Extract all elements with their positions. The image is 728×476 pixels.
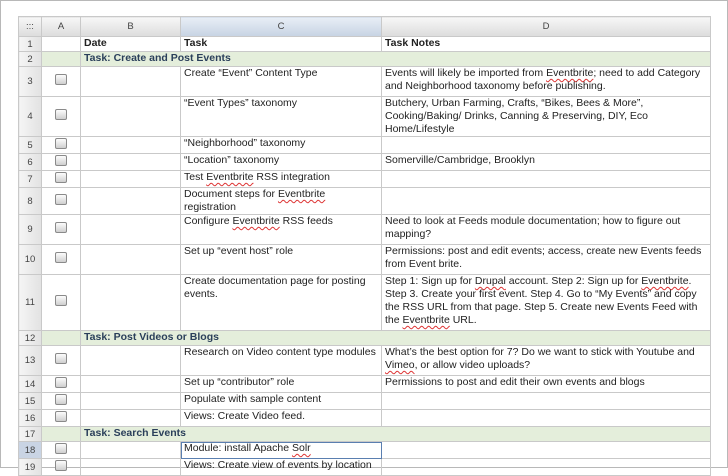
- row-number[interactable]: 15: [19, 393, 42, 410]
- date-cell[interactable]: [81, 137, 181, 154]
- row-number[interactable]: 5: [19, 137, 42, 154]
- row-number[interactable]: 10: [19, 245, 42, 275]
- cell[interactable]: [42, 52, 81, 67]
- checkbox-icon[interactable]: [55, 138, 67, 149]
- row-number[interactable]: 7: [19, 171, 42, 188]
- date-cell[interactable]: [81, 393, 181, 410]
- column-header-a[interactable]: A: [42, 17, 81, 37]
- table-row: [19, 215, 711, 245]
- cell[interactable]: [42, 154, 81, 171]
- row-number[interactable]: 18: [19, 442, 42, 459]
- notes-cell[interactable]: [382, 459, 711, 476]
- checkbox-icon[interactable]: [55, 222, 67, 233]
- notes-text: account. Step 2: Sign up for: [505, 275, 642, 287]
- row-number[interactable]: 4: [19, 97, 42, 137]
- notes-cell[interactable]: [382, 137, 711, 154]
- notes-text: Eventbrite: [402, 314, 450, 326]
- notes-cell[interactable]: [382, 67, 711, 97]
- header-task-notes[interactable]: Task Notes: [382, 37, 711, 52]
- task-text: Eventbrite: [232, 215, 280, 227]
- task-text: registration: [184, 201, 236, 213]
- notes-cell[interactable]: [382, 442, 711, 459]
- table-row: [19, 459, 711, 476]
- task-cell[interactable]: Create “Event” Content Type: [181, 67, 382, 97]
- checkbox-icon[interactable]: [55, 377, 67, 388]
- table-row: [19, 171, 711, 188]
- table-row: [19, 393, 711, 410]
- notes-text: Eventbrite: [641, 275, 689, 287]
- section-title[interactable]: Task: Post Videos or Blogs: [81, 331, 711, 346]
- row-number[interactable]: 2: [19, 52, 42, 67]
- task-text: Eventbrite: [206, 171, 254, 183]
- task-text: Solr: [291, 442, 311, 454]
- cell[interactable]: [42, 410, 81, 427]
- column-header-c[interactable]: C: [181, 17, 382, 37]
- date-cell[interactable]: [81, 442, 181, 459]
- checkbox-icon[interactable]: [55, 411, 67, 422]
- task-cell[interactable]: Set up “event host” role: [181, 245, 382, 275]
- row-number[interactable]: 16: [19, 410, 42, 427]
- table-row: [19, 245, 711, 275]
- task-cell[interactable]: Create documentation page for posting events.: [181, 275, 382, 331]
- table-row: [19, 137, 711, 154]
- notes-cell[interactable]: [382, 393, 711, 410]
- task-text: RSS integration: [253, 171, 330, 183]
- checkbox-icon[interactable]: [55, 172, 67, 183]
- checkbox-icon[interactable]: [55, 155, 67, 166]
- checkbox-icon[interactable]: [55, 295, 67, 306]
- row-number[interactable]: 6: [19, 154, 42, 171]
- checkbox-icon[interactable]: [55, 74, 67, 85]
- date-cell[interactable]: [81, 459, 181, 476]
- table-row: [19, 188, 711, 215]
- checkbox-icon[interactable]: [55, 109, 67, 120]
- table-row: [19, 376, 711, 393]
- cell[interactable]: [42, 171, 81, 188]
- notes-cell[interactable]: [382, 346, 711, 376]
- table-row: [19, 275, 711, 331]
- task-cell[interactable]: [181, 188, 382, 215]
- date-cell[interactable]: [81, 376, 181, 393]
- task-cell[interactable]: Populate with sample content: [181, 393, 382, 410]
- notes-text: What’s the best option for 7? Do we want to stick with Youtube and: [385, 346, 695, 358]
- cell[interactable]: [42, 275, 81, 331]
- date-cell[interactable]: [81, 346, 181, 376]
- cell[interactable]: [42, 188, 81, 215]
- cell[interactable]: [42, 442, 81, 459]
- header-date[interactable]: Date: [81, 37, 181, 52]
- cell[interactable]: [42, 215, 81, 245]
- notes-cell[interactable]: [382, 171, 711, 188]
- row-number[interactable]: 17: [19, 427, 42, 442]
- task-cell[interactable]: “Neighborhood” taxonomy: [181, 137, 382, 154]
- notes-cell[interactable]: [382, 188, 711, 215]
- section-row: [19, 331, 711, 346]
- date-cell[interactable]: [81, 410, 181, 427]
- cell[interactable]: [42, 245, 81, 275]
- task-cell[interactable]: “Location” taxonomy: [181, 154, 382, 171]
- table-row: [19, 37, 711, 52]
- row-number[interactable]: 8: [19, 188, 42, 215]
- date-cell[interactable]: [81, 67, 181, 97]
- column-header-row: [19, 17, 711, 37]
- notes-text: , or allow video uploads?: [414, 359, 531, 371]
- date-cell[interactable]: [81, 171, 181, 188]
- notes-text: Vimeo: [385, 359, 415, 371]
- row-number[interactable]: 14: [19, 376, 42, 393]
- task-text: Module: install Apache: [184, 442, 292, 454]
- cell[interactable]: [42, 427, 81, 442]
- column-header-d[interactable]: D: [382, 17, 711, 37]
- notes-cell[interactable]: [382, 275, 711, 331]
- cell[interactable]: [42, 37, 81, 52]
- section-row: [19, 52, 711, 67]
- date-cell[interactable]: [81, 275, 181, 331]
- notes-text: Drupal: [474, 275, 506, 287]
- task-text: RSS feeds: [279, 215, 333, 227]
- date-cell[interactable]: [81, 245, 181, 275]
- cell[interactable]: [42, 393, 81, 410]
- table-row: [19, 410, 711, 427]
- table-row: [19, 442, 711, 459]
- notes-text: ; need to add Category and Neighborhood taxonomy before publishing.: [385, 67, 701, 92]
- date-cell[interactable]: [81, 215, 181, 245]
- notes-text: Events will likely be imported from: [385, 67, 547, 79]
- notes-text: URL.: [449, 314, 477, 326]
- checkbox-icon[interactable]: [55, 443, 67, 454]
- table-row: [19, 154, 711, 171]
- row-number[interactable]: 3: [19, 67, 42, 97]
- notes-cell[interactable]: Somerville/Cambridge, Brooklyn: [382, 154, 711, 171]
- cell[interactable]: [42, 331, 81, 346]
- task-cell[interactable]: Views: Create view of events by location: [181, 459, 382, 476]
- notes-text: . Step 3. Create your first event. Step 4. Go to “My Events” and copy the RSS URL from that page. Step 5. Create new Events Feed with the: [385, 275, 698, 326]
- checkbox-icon[interactable]: [55, 394, 67, 405]
- column-header-b[interactable]: B: [81, 17, 181, 37]
- row-number[interactable]: 12: [19, 331, 42, 346]
- notes-text: Eventbrite: [546, 67, 594, 79]
- table-row: [19, 346, 711, 376]
- task-text: Document steps for: [184, 188, 278, 200]
- task-text: Test: [184, 171, 207, 183]
- notes-cell[interactable]: Permissions: post and edit events; access, create new Events feeds from Event brite.: [382, 245, 711, 275]
- notes-cell[interactable]: Permissions to post and edit their own events and blogs: [382, 376, 711, 393]
- checkbox-icon[interactable]: [55, 252, 67, 263]
- section-row: [19, 427, 711, 442]
- task-text: Eventbrite: [277, 188, 326, 200]
- task-cell[interactable]: “Event Types” taxonomy: [181, 97, 382, 137]
- selected-task-cell[interactable]: [181, 442, 382, 459]
- checkbox-icon[interactable]: [55, 194, 67, 205]
- date-cell[interactable]: [81, 154, 181, 171]
- notes-cell[interactable]: [382, 410, 711, 427]
- cell[interactable]: [42, 137, 81, 154]
- select-all-corner[interactable]: :::: [19, 17, 42, 37]
- cell[interactable]: [42, 97, 81, 137]
- row-number[interactable]: 19: [19, 459, 42, 476]
- notes-cell[interactable]: Need to look at Feeds module documentation; how to figure out mapping?: [382, 215, 711, 245]
- row-number[interactable]: 11: [19, 275, 42, 331]
- table-row: [19, 67, 711, 97]
- checkbox-icon[interactable]: [55, 353, 67, 364]
- row-number[interactable]: 9: [19, 215, 42, 245]
- task-cell[interactable]: Set up “contributor” role: [181, 376, 382, 393]
- task-cell[interactable]: [181, 215, 382, 245]
- section-title[interactable]: Task: Search Events: [81, 427, 711, 442]
- cell[interactable]: [42, 346, 81, 376]
- notes-cell[interactable]: Butchery, Urban Farming, Crafts, “Bikes, Bees & More”, Cooking/Baking/ Drinks, Canning & Preserving, DIY, Eco Home/Lifestyle: [382, 97, 711, 137]
- task-text: Configure: [184, 215, 233, 227]
- header-task[interactable]: Task: [181, 37, 382, 52]
- row-number[interactable]: 13: [19, 346, 42, 376]
- date-cell[interactable]: [81, 188, 181, 215]
- section-title[interactable]: Task: Create and Post Events: [81, 52, 711, 67]
- task-cell[interactable]: Research on Video content type modules: [181, 346, 382, 376]
- table-row: [19, 97, 711, 137]
- row-number[interactable]: 1: [19, 37, 42, 52]
- notes-text: Step 1: Sign up for: [385, 275, 475, 287]
- checkbox-icon[interactable]: [55, 460, 67, 471]
- cell[interactable]: [42, 459, 81, 476]
- spreadsheet-grid: [18, 16, 711, 476]
- date-cell[interactable]: [81, 97, 181, 137]
- cell[interactable]: [42, 67, 81, 97]
- cell[interactable]: [42, 376, 81, 393]
- task-cell[interactable]: Views: Create Video feed.: [181, 410, 382, 427]
- task-cell[interactable]: [181, 171, 382, 188]
